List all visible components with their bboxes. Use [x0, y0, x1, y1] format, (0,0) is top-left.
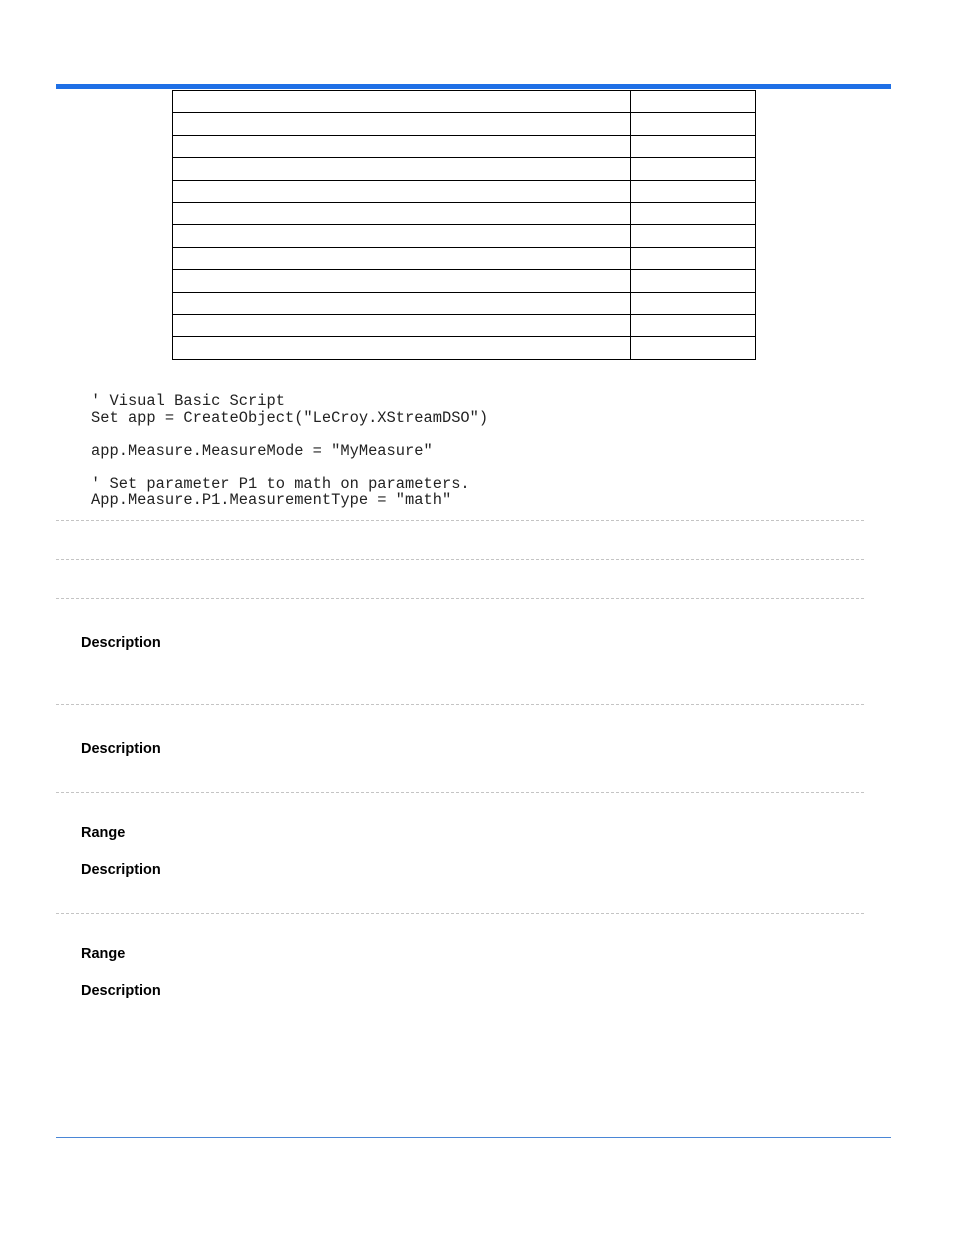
- table-cell: [173, 225, 631, 247]
- table-row: [173, 91, 756, 113]
- table-cell: [631, 247, 756, 269]
- table-cell: [173, 180, 631, 202]
- table-cell: [173, 135, 631, 157]
- parameter-table-body: [173, 91, 756, 360]
- table-cell: [173, 202, 631, 224]
- code-line: App.Measure.P1.MeasurementType = "math": [91, 491, 452, 509]
- description-heading: Description: [81, 635, 161, 651]
- table-cell: [631, 202, 756, 224]
- table-cell: [631, 270, 756, 292]
- table-row: [173, 337, 756, 359]
- table-cell: [631, 314, 756, 336]
- table-row: [173, 158, 756, 180]
- code-line: app.Measure.MeasureMode = "MyMeasure": [91, 441, 433, 460]
- table-cell: [631, 292, 756, 314]
- table-row: [173, 135, 756, 157]
- table-row: [173, 180, 756, 202]
- table-cell: [173, 270, 631, 292]
- section-divider: [56, 792, 864, 793]
- table-cell: [173, 113, 631, 135]
- range-heading: Range: [81, 825, 126, 841]
- parameter-table: [172, 90, 756, 360]
- code-line: [91, 459, 488, 476]
- section-divider: [56, 520, 864, 521]
- vbscript-code-example: [91, 393, 488, 509]
- code-line: Set app = CreateObject("LeCroy.XStreamDSO"): [91, 408, 489, 427]
- table-row: [173, 113, 756, 135]
- section-divider: [56, 598, 864, 599]
- table-cell: [173, 247, 631, 269]
- description-heading: Description: [81, 862, 161, 878]
- description-heading: Description: [81, 983, 161, 999]
- table-cell: [631, 180, 756, 202]
- table-cell: [631, 337, 756, 359]
- code-line: [91, 426, 488, 443]
- table-row: [173, 202, 756, 224]
- table-row: [173, 247, 756, 269]
- table-cell: [631, 113, 756, 135]
- table-cell: [631, 225, 756, 247]
- table-cell: [173, 158, 631, 180]
- table-row: [173, 270, 756, 292]
- footer-rule: [56, 1137, 891, 1138]
- table-cell: [173, 314, 631, 336]
- header-accent-bar: [56, 84, 891, 89]
- code-line: ' Visual Basic Script: [91, 392, 285, 410]
- table-row: [173, 292, 756, 314]
- table-cell: [173, 337, 631, 359]
- code-line: ' Set parameter P1 to math on parameters.: [91, 474, 470, 493]
- table-cell: [631, 158, 756, 180]
- table-cell: [173, 292, 631, 314]
- table-cell: [631, 91, 756, 113]
- section-divider: [56, 704, 864, 705]
- section-divider: [56, 913, 864, 914]
- range-heading: Range: [81, 946, 126, 962]
- table-cell: [631, 135, 756, 157]
- description-heading: Description: [81, 741, 161, 757]
- table-row: [173, 314, 756, 336]
- section-divider: [56, 559, 864, 560]
- table-cell: [173, 91, 631, 113]
- table-row: [173, 225, 756, 247]
